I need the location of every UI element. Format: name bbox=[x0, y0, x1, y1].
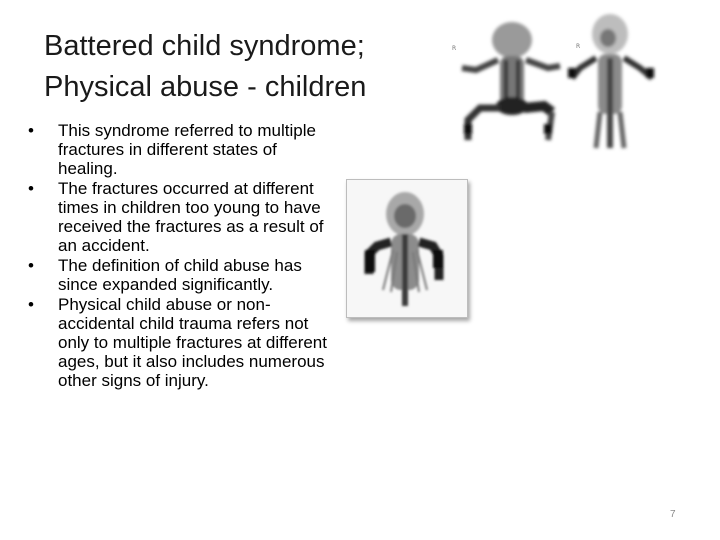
page-number: 7 bbox=[670, 509, 676, 520]
bullet-text: Physical child abuse or non-accidental child trauma refers not only to multiple fractures at different ages, but it also includes numerous other signs of injury. bbox=[58, 295, 327, 390]
bullet-icon: • bbox=[28, 179, 34, 198]
bullet-item bbox=[28, 121, 338, 178]
scan-marker-right: R bbox=[576, 43, 581, 50]
title-line-2: Physical abuse - children bbox=[44, 71, 367, 103]
bullet-item bbox=[28, 256, 338, 294]
scan-marker-left: R bbox=[452, 45, 457, 52]
bone-scan-image-framed bbox=[346, 179, 468, 318]
skeleton-scan-graphic bbox=[347, 180, 467, 317]
bullet-icon: • bbox=[28, 121, 34, 140]
bullet-icon: • bbox=[28, 295, 34, 314]
bone-scan-image-top bbox=[440, 8, 680, 158]
infant-skeleton-back bbox=[568, 14, 654, 148]
bullet-text: The definition of child abuse has since expanded significantly. bbox=[58, 256, 302, 294]
infant-skeleton-front bbox=[462, 22, 560, 140]
bullet-text: The fractures occurred at different times in children too young to have received the fractures as a result of an accident. bbox=[58, 179, 324, 255]
bullet-item bbox=[28, 179, 338, 255]
slide-title bbox=[44, 26, 424, 108]
bullet-icon: • bbox=[28, 256, 34, 275]
bullet-item bbox=[28, 295, 338, 390]
bullet-list bbox=[28, 121, 338, 391]
title-line-1: Battered child syndrome; bbox=[44, 30, 365, 62]
bullet-text: This syndrome referred to multiple fractures in different states of healing. bbox=[58, 121, 316, 178]
